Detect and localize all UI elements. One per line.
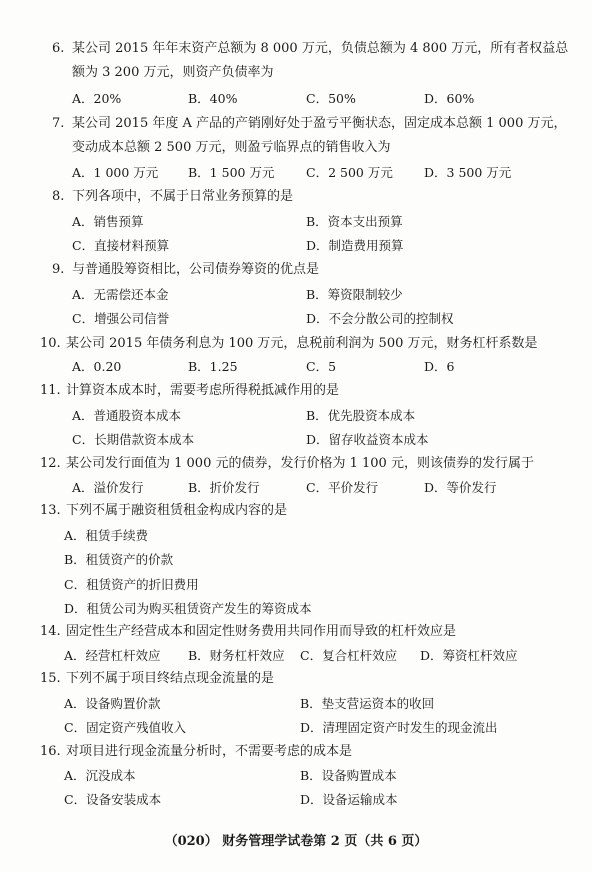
question-number: 10.	[40, 336, 61, 351]
question-12-stem	[40, 456, 580, 472]
option-c: C．长期借款资本成本	[72, 432, 195, 447]
option-d: D．6	[424, 359, 455, 374]
question-10-stem	[40, 336, 580, 352]
question-14-stem	[40, 624, 580, 640]
option-d: D．等价发行	[424, 480, 497, 495]
option-d: D．不会分散公司的控制权	[306, 311, 454, 326]
question-number: 9.	[52, 262, 65, 277]
question-text: 某公司发行面值为 1 000 元的债券，发行价格为 1 100 元，则该债券的发行属于	[66, 456, 534, 471]
question-15-stem	[40, 671, 580, 687]
question-13-stem	[40, 503, 580, 519]
question-text: 固定性生产经营成本和固定性财务费用共同作用而导致的杠杆效应是	[66, 624, 457, 639]
option-d: D．留存收益资本成本	[306, 432, 429, 447]
question-number: 11.	[40, 383, 61, 398]
option-b: B．1.25	[188, 359, 238, 374]
option-c: C．增强公司信誉	[72, 311, 170, 326]
option-c: C．固定资产残值收入	[64, 720, 187, 735]
question-text: 下列各项中，不属于日常业务预算的是	[72, 189, 294, 204]
option-c: C．复合杠杆效应	[300, 648, 398, 663]
option-b: B．筹资限制较少	[306, 287, 403, 302]
question-text: 对项目进行现金流量分析时，不需要考虑的成本是	[66, 744, 353, 759]
option-b: B．1 500 万元	[188, 165, 275, 180]
option-c: C．设备安装成本	[64, 792, 162, 807]
question-number: 13.	[40, 503, 61, 518]
option-c: C．2 500 万元	[306, 165, 393, 180]
question-11-stem	[40, 383, 580, 399]
option-a: A．沉没成本	[64, 768, 136, 783]
question-text: 下列不属于融资租赁租金构成内容的是	[66, 503, 288, 518]
question-text: 下列不属于项目终结点现金流量的是	[66, 671, 275, 686]
option-a: A．1 000 万元	[72, 165, 159, 180]
option-c: C．5	[306, 359, 337, 374]
option-a: A．溢价发行	[72, 480, 144, 495]
question-text: 计算资本成本时，需要考虑所得税抵减作用的是	[66, 383, 340, 398]
option-c: C．平价发行	[306, 480, 379, 495]
question-6-stem-continued: 额为 3 200 万元，则资产负债率为	[72, 65, 274, 80]
option-a: A．普通股资本成本	[72, 408, 182, 423]
option-b: B．租赁资产的价款	[64, 552, 174, 567]
option-c: C．50%	[306, 91, 356, 106]
question-8-stem	[52, 189, 592, 205]
option-a: A．销售预算	[72, 214, 144, 229]
question-text: 某公司 2015 年债务利息为 100 万元，息税前利润为 500 万元，财务杠杆系数是	[66, 336, 538, 351]
question-7-stem	[52, 116, 592, 132]
option-c: C．租赁资产的折旧费用	[64, 577, 199, 592]
option-a: A．设备购置价款	[64, 696, 161, 711]
question-text: 某公司 2015 年年末资产总额为 8 000 万元，负债总额为 4 800 万元，所有者权益总	[72, 41, 569, 56]
question-number: 12.	[40, 456, 61, 471]
question-number: 15.	[40, 671, 61, 686]
option-d: D．清理固定资产时发生的现金流出	[300, 720, 498, 735]
page-footer: （020） 财务管理学试卷第 2 页（共 6 页）	[164, 834, 428, 849]
option-b: B．资本支出预算	[306, 214, 403, 229]
option-c: C．直接材料预算	[72, 238, 170, 253]
question-number: 16.	[40, 744, 61, 759]
question-7-stem-continued: 变动成本总额 2 500 万元，则盈亏临界点的销售收入为	[72, 140, 391, 155]
option-a: A．经营杠杆效应	[64, 648, 161, 663]
question-16-stem	[40, 744, 580, 760]
option-b: B．设备购置成本	[300, 768, 397, 783]
option-d: D．设备运输成本	[300, 792, 398, 807]
option-b: B．垫支营运资本的收回	[300, 696, 435, 711]
option-b: B．40%	[188, 91, 238, 106]
question-9-stem	[52, 262, 592, 278]
option-a: A．0.20	[72, 359, 122, 374]
option-b: B．优先股资本成本	[306, 408, 416, 423]
option-d: D．3 500 万元	[424, 165, 512, 180]
question-text: 与普通股筹资相比，公司债券筹资的优点是	[72, 262, 320, 277]
option-b: B．折价发行	[188, 480, 260, 495]
option-d: D．租赁公司为购买租赁资产发生的筹资成本	[64, 601, 312, 616]
option-b: B．财务杠杆效应	[188, 648, 285, 663]
question-text: 某公司 2015 年度 A 产品的产销刚好处于盈亏平衡状态，固定成本总额 1 000 万元，	[72, 116, 567, 131]
option-d: D．60%	[424, 91, 475, 106]
question-number: 14.	[40, 624, 61, 639]
option-d: D．筹资杠杆效应	[420, 648, 518, 663]
option-d: D．制造费用预算	[306, 238, 404, 253]
option-a: A．租赁手续费	[64, 528, 149, 543]
option-a: A．20%	[72, 91, 122, 106]
question-number: 8.	[52, 189, 65, 204]
option-a: A．无需偿还本金	[72, 287, 169, 302]
question-number: 6.	[52, 41, 65, 56]
question-number: 7.	[52, 116, 65, 131]
question-6-stem	[52, 41, 592, 57]
